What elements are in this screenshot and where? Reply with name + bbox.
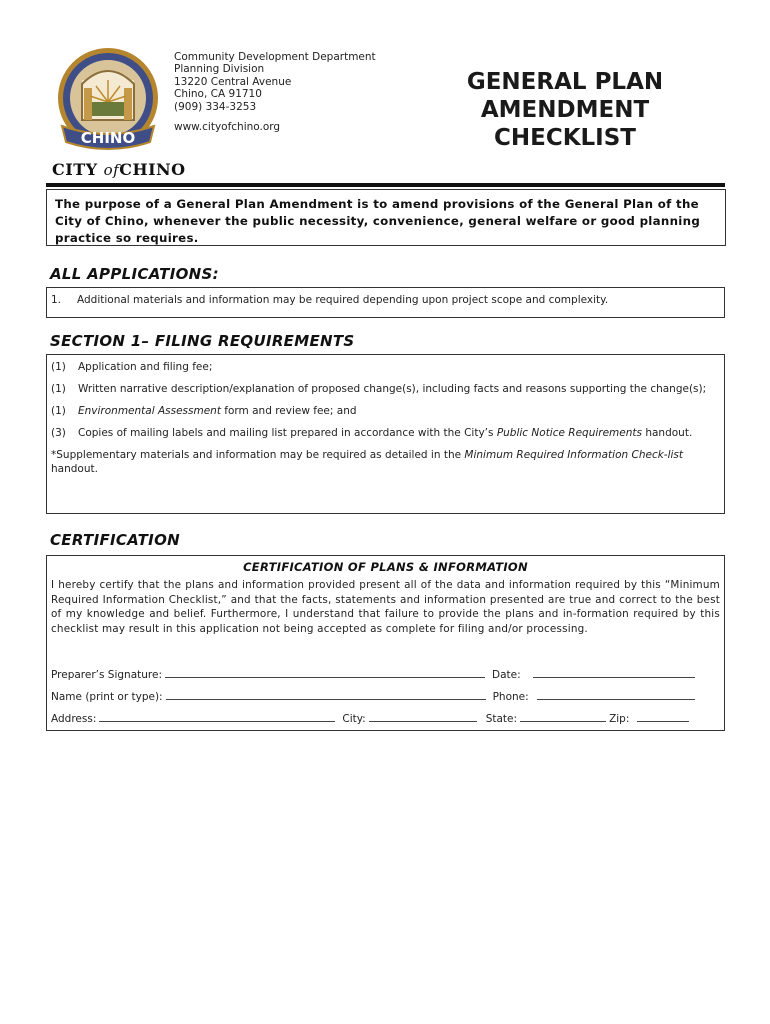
name-field[interactable] [166,689,486,700]
supplementary-note [51,448,720,476]
note-italic: Minimum Required Information Check-list [464,449,684,461]
item-text: form and review fee; and [220,405,357,417]
item-number: (1) [51,383,66,395]
city-field[interactable] [369,711,477,722]
dept-line: Community Development Department [174,51,376,63]
item-text: Written narrative description/explanation of proposed change(s), including facts and reasons supporting the change(s); [78,383,707,395]
wordmark-city: CITY [52,160,98,179]
phone-field[interactable] [537,689,695,700]
address-row [51,711,718,726]
signature-row [51,667,718,682]
item-number: (3) [51,427,66,439]
item-text-suffix: handout. [642,427,693,439]
address-field[interactable] [99,711,335,722]
wordmark-of: of [103,161,120,179]
city-label: City: [342,713,366,725]
note-prefix: *Supplementary materials and information may be required as detailed in the [51,449,465,461]
signature-label: Preparer’s Signature: [51,669,162,681]
logo-text: CHINO [80,129,136,147]
dept-line: Planning Division [174,63,265,76]
phone-label: Phone: [492,691,529,703]
item-italic: Environmental Assessment [78,405,221,417]
document-title [450,68,680,152]
name-label: Name (print or type): [51,691,163,703]
purpose-statement: The purpose of a General Plan Amendment is to amend provisions of the General Plan of the City of Chino, whenever the public necessity, convenience, general welfare or good planning practice so requires. [46,189,726,246]
all-applications-heading: ALL APPLICATIONS: [50,265,219,283]
state-label: State: [485,713,518,725]
item-text-wrap [78,404,720,418]
website-link[interactable]: www.cityofchino.org [174,121,281,134]
requirement-item [51,360,720,374]
item-text-wrap [78,426,720,440]
name-row [51,689,718,704]
certification-box [46,555,725,731]
dept-line: Chino, CA 91710 [174,88,262,101]
dept-line: (909) 334-3253 [174,100,257,113]
certification-paragraph: I hereby certify that the plans and information provided present all of the data and information required by this “Minimum Required Information Checklist,” and that the facts, statements and information presented are true and correct to the best of my knowledge and belief. Furthermore, I understand that failure to provide the plans and in-formation required by this checklist may result in this application not being accepted as complete for filing and/or processing. [51,579,720,635]
item-text: Additional materials and information may be required depending upon project scope and complexity. [77,294,609,306]
item-italic: Public Notice Requirements [496,427,642,439]
zip-field[interactable] [637,711,689,722]
certification-subheading: CERTIFICATION OF PLANS & INFORMATION [243,560,528,574]
city-seal-logo [56,46,160,156]
item-number: (1) [51,405,66,417]
date-label: Date: [492,669,521,681]
item-text: Application and filing fee; [78,361,213,373]
dept-line: 13220 Central Avenue [174,75,292,88]
signature-field[interactable] [165,667,485,678]
all-applications-box [46,287,725,318]
department-address-block [174,51,376,133]
item-number: 1. [51,294,62,306]
item-text: Copies of mailing labels and mailing list prepared in accordance with the City’s [78,427,497,439]
filing-requirements-box [46,354,725,514]
header-divider [46,183,725,187]
state-field[interactable] [520,711,606,722]
title-line: AMENDMENT [480,97,650,123]
certification-heading: CERTIFICATION [50,531,180,549]
section1-heading: SECTION 1– FILING REQUIREMENTS [50,332,355,350]
item-number: (1) [51,361,66,373]
city-wordmark [52,160,186,179]
note-suffix: handout. [51,463,98,475]
title-line: CHECKLIST [493,125,636,151]
requirement-item [51,426,720,440]
requirement-item [51,404,720,418]
zip-label: Zip: [609,713,630,725]
date-field[interactable] [533,667,695,678]
title-line: GENERAL PLAN [466,69,664,95]
address-label: Address: [51,713,97,725]
requirement-item [51,382,720,396]
wordmark-name: CHINO [119,160,186,179]
